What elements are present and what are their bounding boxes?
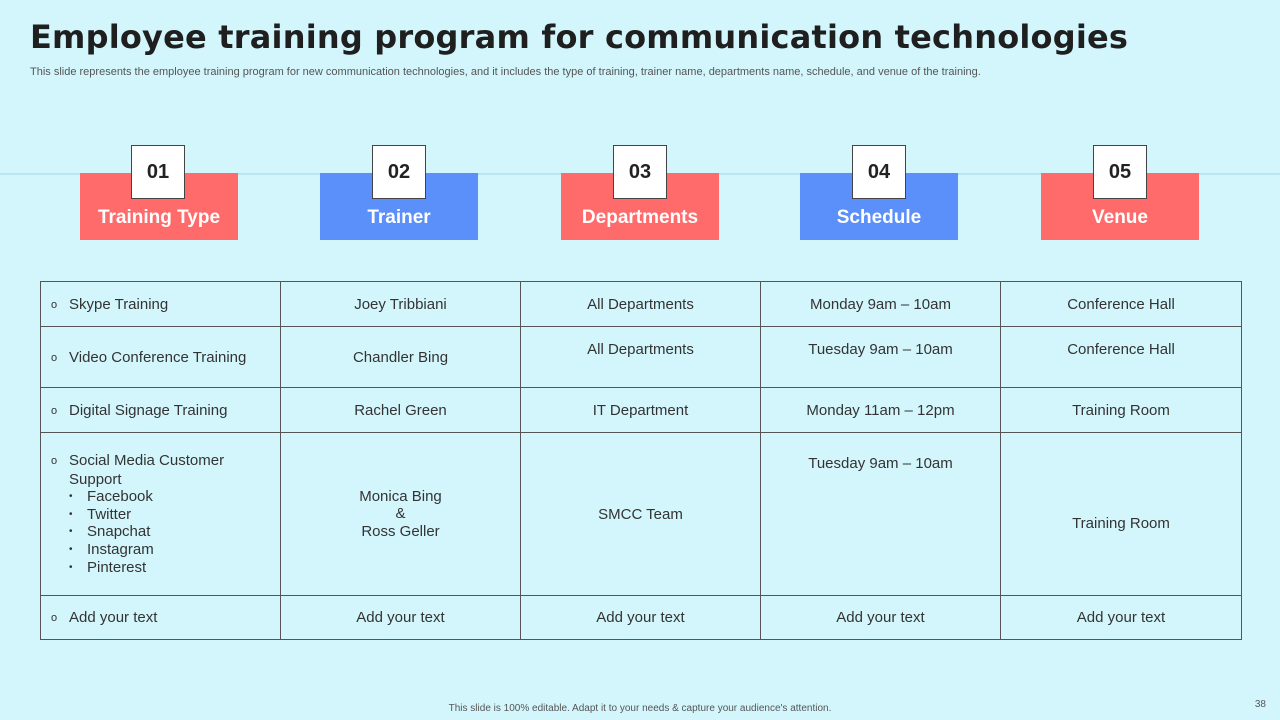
number-badge: 01 [131, 145, 185, 199]
trainer-cell [281, 433, 521, 596]
type-line [51, 452, 280, 471]
trainer-cell: Joey Tribbiani [281, 282, 521, 327]
dot-bullet-icon: • [69, 491, 73, 503]
table-row [41, 327, 1242, 388]
department-cell: SMCC Team [521, 433, 761, 596]
number-badge: 04 [852, 145, 906, 199]
number-badge: 02 [372, 145, 426, 199]
header-label: Venue [1092, 207, 1148, 228]
slide-title: Employee training program for communication technologies [30, 18, 1129, 56]
type-label-continued: Support [69, 470, 122, 488]
header-label: Training Type [97, 207, 221, 228]
list-item [51, 523, 280, 541]
dot-bullet-icon: • [69, 543, 73, 555]
table-row [41, 282, 1242, 327]
dot-bullet-icon: • [69, 526, 73, 538]
platform-label: Snapchat [87, 523, 151, 541]
circle-bullet-icon: o [51, 404, 58, 417]
trainer-ampersand: & [395, 505, 406, 523]
platform-label: Facebook [87, 488, 153, 506]
type-cell [41, 596, 281, 640]
dot-bullet-icon: • [69, 561, 73, 573]
trainer-cell: Add your text [281, 596, 521, 640]
circle-bullet-icon: o [51, 455, 58, 467]
header-label: Departments [581, 207, 699, 228]
type-cell [41, 282, 281, 327]
type-cell [41, 433, 281, 596]
number-badge: 03 [613, 145, 667, 199]
list-item [51, 559, 280, 577]
table-row [41, 433, 1242, 596]
list-item [51, 541, 280, 559]
header-label: Trainer [367, 207, 431, 228]
number-badge: 05 [1093, 145, 1147, 199]
type-cell [41, 388, 281, 433]
schedule-cell: Monday 11am – 12pm [761, 388, 1001, 433]
page-number: 38 [1254, 699, 1266, 710]
department-cell: All Departments [521, 327, 761, 388]
list-item [51, 506, 280, 524]
type-label: Video Conference Training [69, 348, 247, 366]
trainer-name: Ross Geller [361, 522, 440, 540]
schedule-cell: Tuesday 9am – 10am [761, 433, 1001, 596]
circle-bullet-icon: o [51, 612, 58, 624]
footer-note: This slide is 100% editable. Adapt it to your needs & capture your audience's attention. [448, 703, 832, 714]
venue-cell: Conference Hall [1001, 327, 1242, 388]
department-cell: All Departments [521, 282, 761, 327]
trainer-cell: Chandler Bing [281, 327, 521, 388]
schedule-cell: Tuesday 9am – 10am [761, 327, 1001, 388]
circle-bullet-icon: o [51, 298, 58, 311]
department-cell: IT Department [521, 388, 761, 433]
venue-cell: Training Room [1001, 433, 1242, 596]
type-label: Digital Signage Training [69, 401, 228, 419]
trainer-name: Monica Bing [359, 487, 442, 505]
circle-bullet-icon: o [51, 351, 58, 364]
table-row [41, 388, 1242, 433]
platform-label: Instagram [87, 540, 154, 558]
type-label: Skype Training [69, 295, 169, 313]
list-item [51, 488, 280, 506]
header-label: Schedule [836, 207, 922, 228]
slide-subtitle: This slide represents the employee training program for new communication technologies, and it includes the type of training, trainer name, departments name, schedule, and venue of the training. [30, 66, 981, 78]
type-label: Social Media Customer [69, 452, 225, 469]
department-cell: Add your text [521, 596, 761, 640]
table-row [41, 596, 1242, 640]
venue-cell: Add your text [1001, 596, 1242, 640]
platform-label: Pinterest [87, 558, 147, 576]
venue-cell: Training Room [1001, 388, 1242, 433]
venue-cell: Conference Hall [1001, 282, 1242, 327]
type-label: Add your text [69, 609, 158, 626]
type-cell [41, 327, 281, 388]
dot-bullet-icon: • [69, 508, 73, 520]
schedule-cell: Add your text [761, 596, 1001, 640]
platform-label: Twitter [87, 505, 132, 523]
schedule-cell: Monday 9am – 10am [761, 282, 1001, 327]
trainer-cell: Rachel Green [281, 388, 521, 433]
training-table [40, 281, 1242, 640]
